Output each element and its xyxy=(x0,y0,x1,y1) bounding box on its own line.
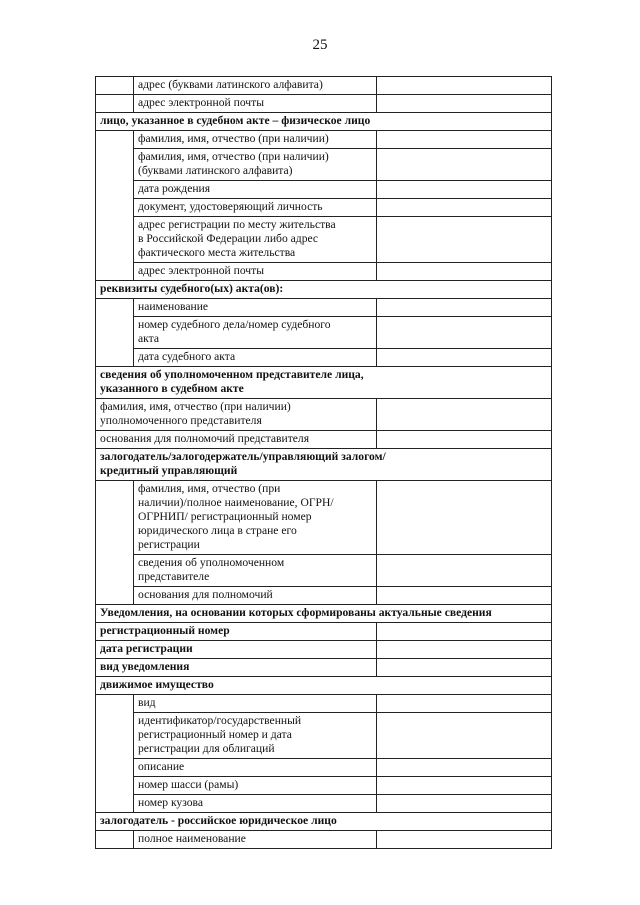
field-value xyxy=(377,199,552,217)
field-value xyxy=(377,641,552,659)
table-row xyxy=(96,623,552,641)
field-label: адрес (буквами латинского алфавита) xyxy=(134,77,377,95)
field-label: фамилия, имя, отчество (при наличии) уполномоченного представителя xyxy=(96,399,377,431)
indent-cell xyxy=(96,131,134,281)
table-row xyxy=(96,641,552,659)
field-label: фамилия, имя, отчество (при наличии) (буквами латинского алфавита) xyxy=(134,149,377,181)
field-value xyxy=(377,299,552,317)
section-heading: залогодатель - российское юридическое лицо xyxy=(96,813,552,831)
field-label: адрес электронной почты xyxy=(134,95,377,113)
table-row xyxy=(96,349,552,367)
field-label: номер судебного дела/номер судебного акта xyxy=(134,317,377,349)
section-heading: реквизиты судебного(ых) акта(ов): xyxy=(96,281,552,299)
section-row xyxy=(96,281,552,299)
table-row xyxy=(96,831,552,849)
notification-fields-table xyxy=(95,76,552,849)
field-value xyxy=(377,831,552,849)
field-label: дата судебного акта xyxy=(134,349,377,367)
section-row xyxy=(96,813,552,831)
table-row xyxy=(96,713,552,759)
table-row xyxy=(96,795,552,813)
table-row xyxy=(96,431,552,449)
table-row xyxy=(96,587,552,605)
section-row xyxy=(96,367,552,399)
page-number: 25 xyxy=(312,37,328,53)
field-label: полное наименование xyxy=(134,831,377,849)
indent-cell xyxy=(96,481,134,605)
field-value xyxy=(377,713,552,759)
indent-cell xyxy=(96,695,134,813)
table-row xyxy=(96,77,552,95)
field-value xyxy=(377,795,552,813)
field-label: регистрационный номер xyxy=(96,623,377,641)
table-row xyxy=(96,777,552,795)
table-row xyxy=(96,95,552,113)
field-label: фамилия, имя, отчество (при наличии)/полное наименование, ОГРН/ ОГРНИП/ регистрационный номер юридического лица в стране его регистрации xyxy=(134,481,377,555)
field-value xyxy=(377,659,552,677)
field-label: документ, удостоверяющий личность xyxy=(134,199,377,217)
field-label: наименование xyxy=(134,299,377,317)
field-value xyxy=(377,623,552,641)
field-value xyxy=(377,77,552,95)
field-value xyxy=(377,695,552,713)
field-label: основания для полномочий представителя xyxy=(96,431,377,449)
indent-cell xyxy=(96,77,134,95)
field-value xyxy=(377,317,552,349)
section-heading: залогодатель/залогодержатель/управляющий залогом/ кредитный управляющий xyxy=(96,449,552,481)
field-label: идентификатор/государственный регистрационный номер и дата регистрации для облигаций xyxy=(134,713,377,759)
section-heading: Уведомления, на основании которых сформированы актуальные сведения xyxy=(96,605,552,623)
table-row xyxy=(96,555,552,587)
field-label: дата рождения xyxy=(134,181,377,199)
field-label: фамилия, имя, отчество (при наличии) xyxy=(134,131,377,149)
table-row xyxy=(96,199,552,217)
section-heading: движимое имущество xyxy=(96,677,552,695)
table-row xyxy=(96,481,552,555)
table-row xyxy=(96,659,552,677)
table-row xyxy=(96,317,552,349)
field-label: дата регистрации xyxy=(96,641,377,659)
field-value xyxy=(377,759,552,777)
section-heading: лицо, указанное в судебном акте – физическое лицо xyxy=(96,113,552,131)
field-value xyxy=(377,349,552,367)
table-row xyxy=(96,299,552,317)
table-row xyxy=(96,759,552,777)
table-row xyxy=(96,263,552,281)
section-row xyxy=(96,113,552,131)
indent-cell xyxy=(96,831,134,849)
field-value xyxy=(377,587,552,605)
table-row xyxy=(96,695,552,713)
field-value xyxy=(377,149,552,181)
table-row xyxy=(96,131,552,149)
field-value xyxy=(377,399,552,431)
field-value xyxy=(377,555,552,587)
table-row xyxy=(96,181,552,199)
field-label: адрес регистрации по месту жительства в Российской Федерации либо адрес фактического места жительства xyxy=(134,217,377,263)
table-row xyxy=(96,217,552,263)
field-label: номер шасси (рамы) xyxy=(134,777,377,795)
table-row xyxy=(96,399,552,431)
field-label: вид уведомления xyxy=(96,659,377,677)
section-heading: сведения об уполномоченном представителе лица, указанного в судебном акте xyxy=(96,367,552,399)
indent-cell xyxy=(96,299,134,367)
field-value xyxy=(377,217,552,263)
field-label: сведения об уполномоченном представителе xyxy=(134,555,377,587)
section-row xyxy=(96,677,552,695)
table-row xyxy=(96,149,552,181)
field-value xyxy=(377,777,552,795)
field-label: основания для полномочий xyxy=(134,587,377,605)
field-label: адрес электронной почты xyxy=(134,263,377,281)
field-value xyxy=(377,431,552,449)
field-label: вид xyxy=(134,695,377,713)
section-row xyxy=(96,449,552,481)
field-value xyxy=(377,181,552,199)
indent-cell xyxy=(96,95,134,113)
field-label: номер кузова xyxy=(134,795,377,813)
field-value xyxy=(377,95,552,113)
field-value xyxy=(377,263,552,281)
field-value xyxy=(377,481,552,555)
field-value xyxy=(377,131,552,149)
section-row xyxy=(96,605,552,623)
field-label: описание xyxy=(134,759,377,777)
